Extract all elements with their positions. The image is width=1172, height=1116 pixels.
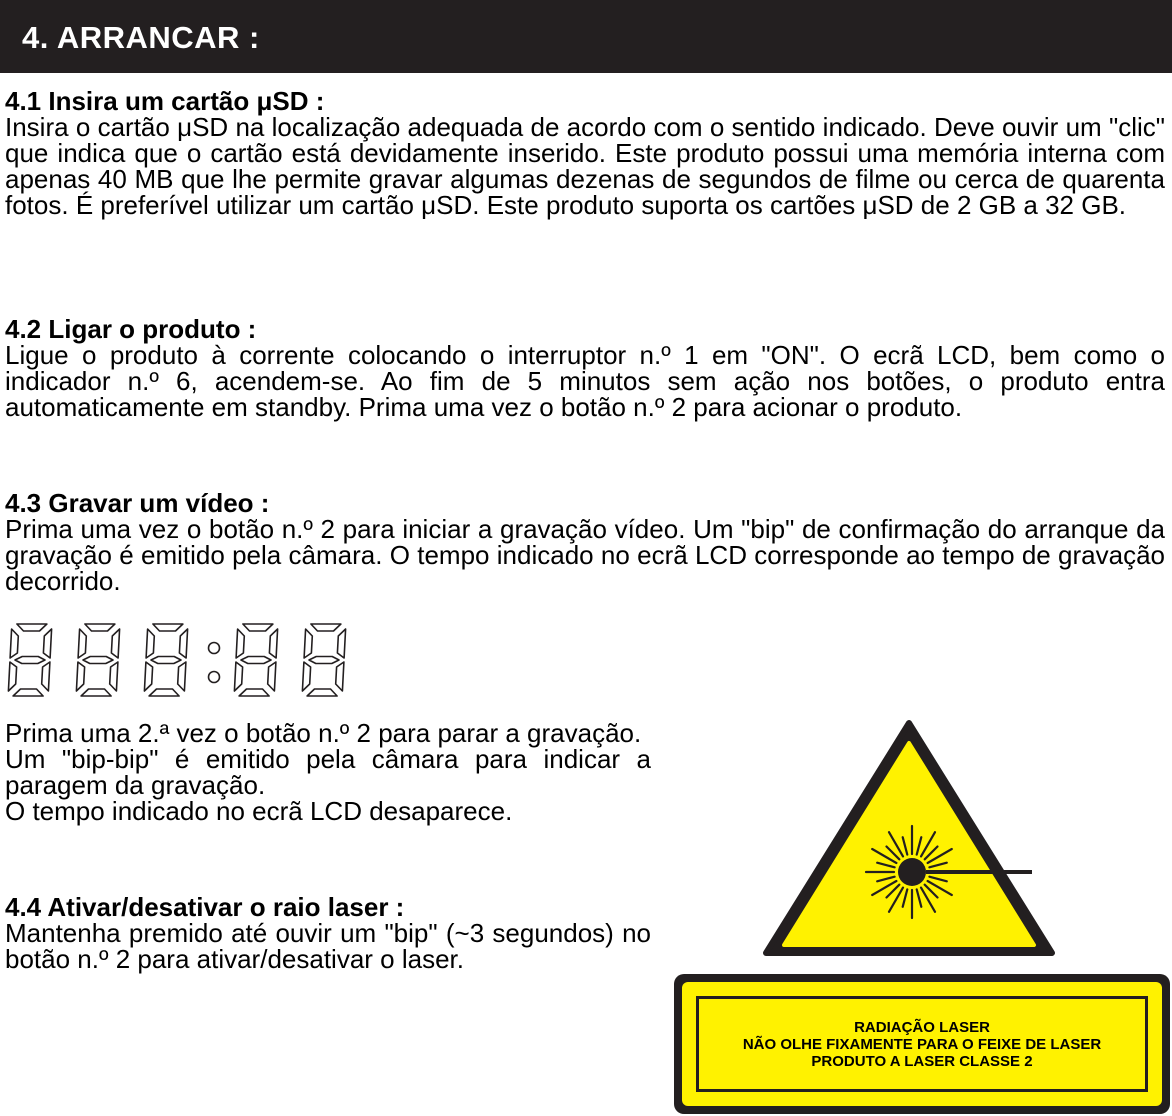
stop-text-line: Um "bip-bip" é emitido pela câmara para indicar a paragem da gravação.: [5, 744, 651, 800]
section-body: Ligue o produto à corrente colocando o interruptor n.º 1 em "ON". O ecrã LCD, bem como o indicador n.º 6, acendem-se. Ao fim de 5 minutos sem ação nos botões, o produto entra automaticamente em standby. Prima uma vez o botão n.º 2 para acionar o produto.: [5, 340, 1165, 422]
seven-segment-display-icon: [6, 622, 350, 702]
stop-text-line: Prima uma 2.ª vez o botão n.º 2 para parar a gravação.: [5, 718, 642, 748]
lcd-segment: [234, 662, 242, 691]
lcd-segment: [78, 629, 86, 658]
lcd-segment: [83, 657, 113, 664]
lcd-segment: [15, 657, 45, 664]
stop-text-line: O tempo indicado no ecrã LCD desaparece.: [5, 796, 513, 826]
lcd-segment: [307, 689, 337, 696]
lcd-segment: [311, 624, 341, 631]
lcd-segment: [336, 662, 344, 691]
section-title: 4.2 Ligar o produto :: [5, 314, 257, 344]
lcd-segment: [8, 662, 16, 691]
section-body: Insira o cartão μSD na localização adequada de acordo com o sentido indicado. Deve ouvir um "clic" que indica que o cartão está devidamente inserido. Este produto possui uma memória interna com apenas 40 MB que lhe permite gravar algumas dezenas de segundos de filme ou cerca de quarenta fotos. É preferível utilizar um cartão μSD. Este produto suporta os cartões μSD de 2 GB a 32 GB.: [5, 112, 1165, 220]
lcd-segment: [241, 657, 271, 664]
lcd-segment: [81, 689, 111, 696]
lcd-segment: [302, 662, 310, 691]
laser-label-line: NÃO OLHE FIXAMENTE PARA O FEIXE DE LASER: [742, 1035, 1102, 1053]
lcd-segment: [269, 629, 277, 658]
lcd-segment: [337, 629, 345, 658]
section-title: 4.1 Insira um cartão μSD :: [5, 86, 325, 116]
lcd-segment: [144, 662, 152, 691]
laser-label-line: PRODUTO A LASER CLASSE 2: [811, 1052, 1033, 1070]
colon-dot-icon: [209, 672, 220, 683]
page-title: 4. ARRANCAR :: [22, 20, 260, 55]
lcd-segment: [309, 657, 339, 664]
lcd-segment: [76, 662, 84, 691]
section-laser-toggle: [5, 894, 651, 972]
lcd-segment: [268, 662, 276, 691]
lcd-segment: [304, 629, 312, 658]
lcd-segment: [239, 689, 269, 696]
lcd-segment: [17, 624, 47, 631]
lcd-segment: [110, 662, 118, 691]
lcd-segment: [236, 629, 244, 658]
section-insert-card: [5, 88, 1165, 218]
laser-warning-label: [674, 974, 1170, 1114]
lcd-segment: [149, 689, 179, 696]
laser-label-box: [696, 996, 1148, 1092]
section-record-video: [5, 490, 1165, 594]
lcd-segment: [111, 629, 119, 658]
stop-recording-text: [5, 720, 651, 824]
lcd-segment: [179, 629, 187, 658]
lcd-segment: [151, 657, 181, 664]
lcd-segment: [85, 624, 115, 631]
section-title: 4.3 Gravar um vídeo :: [5, 488, 270, 518]
section-title: 4.4 Ativar/desativar o raio laser :: [5, 892, 405, 922]
laser-source-icon: [898, 858, 926, 886]
section-body: Prima uma vez o botão n.º 2 para iniciar a gravação vídeo. Um "bip" de confirmação do arranque da gravação é emitido pela câmara. O tempo indicado no ecrã LCD corresponde ao tempo de gravação decorrido.: [5, 514, 1165, 596]
laser-warning-triangle-icon: [762, 719, 1056, 959]
lcd-segment: [10, 629, 18, 658]
lcd-segment: [13, 689, 43, 696]
section-body: Mantenha premido até ouvir um "bip" (~3 segundos) no botão n.º 2 para ativar/desativar o laser.: [5, 918, 651, 974]
laser-label-line: RADIAÇÃO LASER: [854, 1018, 990, 1036]
lcd-segment: [153, 624, 183, 631]
colon-dot-icon: [209, 643, 220, 654]
lcd-segment: [42, 662, 50, 691]
lcd-segment: [146, 629, 154, 658]
lcd-segment: [178, 662, 186, 691]
lcd-segment: [43, 629, 51, 658]
lcd-segment: [243, 624, 273, 631]
page-header: [0, 0, 1172, 73]
laser-label-background: [682, 982, 1162, 1106]
section-power-on: [5, 316, 1165, 420]
